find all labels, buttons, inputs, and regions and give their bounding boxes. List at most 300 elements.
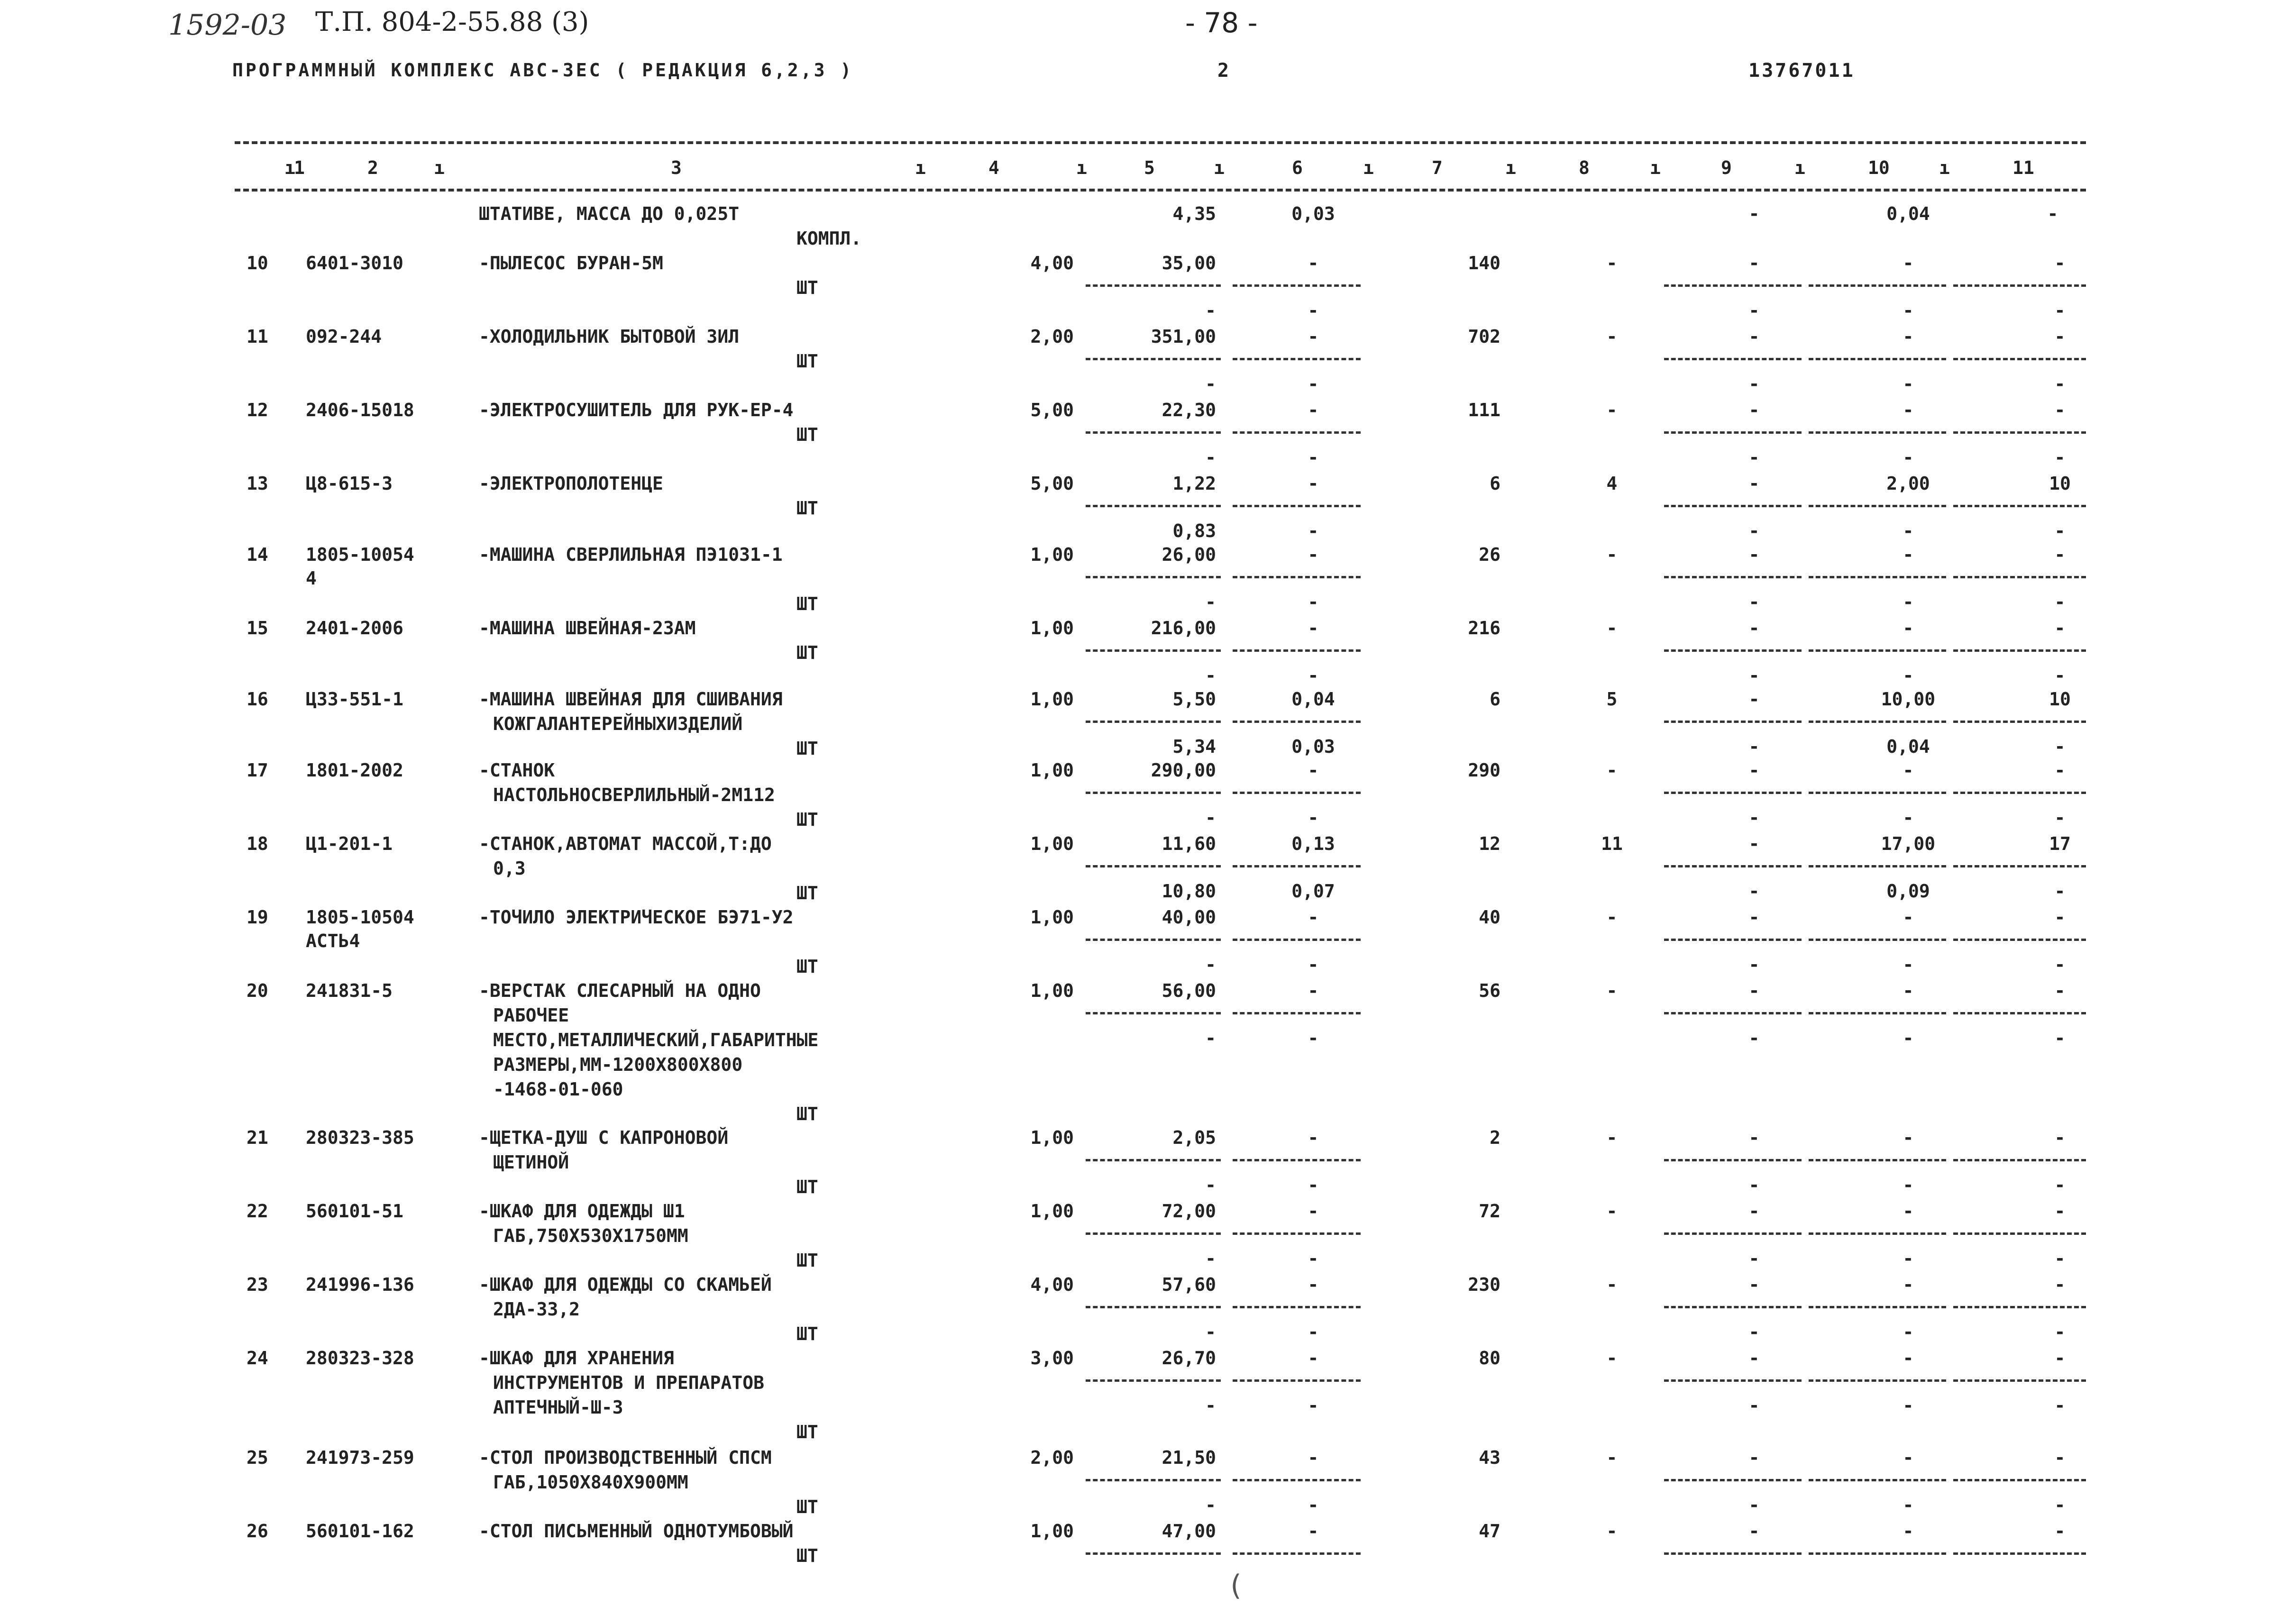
row-sub-c10: - <box>1903 665 1914 686</box>
row-rule-c5 <box>1086 576 1221 578</box>
row-sub-c10: - <box>1903 374 1914 394</box>
row-rule-c9 <box>1664 1306 1802 1308</box>
row-name: ГАБ,1050Х840Х900ММ <box>493 1472 688 1493</box>
row-rule-c10 <box>1809 358 1946 360</box>
row-sub-c9: - <box>1748 1395 1760 1416</box>
row-sub-c6: - <box>1308 520 1319 541</box>
row-sub-c9: - <box>1748 1495 1760 1515</box>
row-rule-c11 <box>1953 1479 2086 1481</box>
column-separator: ı <box>1939 157 1950 178</box>
row-rule-c5 <box>1086 939 1221 941</box>
row-c5: 216,00 <box>1151 618 1216 639</box>
row-sub-c5: - <box>1205 1395 1216 1416</box>
row-sub-c11: - <box>2054 954 2066 975</box>
row-sub-c10: - <box>1903 520 1914 541</box>
row-qty: 2,00 <box>1030 1447 1074 1468</box>
row-name: -СТАНОК,АВТОМАТ МАССОЙ,Т:ДО <box>479 833 772 854</box>
row-qty: 4,00 <box>1030 253 1074 274</box>
row-c6: 0,04 <box>1291 689 1335 710</box>
column-number-9: 9 <box>1721 157 1732 178</box>
row-sub-c6: - <box>1308 807 1319 828</box>
row-c5: 21,50 <box>1162 1447 1216 1468</box>
row-rule-c10 <box>1809 865 1946 867</box>
row-c6: - <box>1308 326 1319 347</box>
row-sub-c6: - <box>1308 1395 1319 1416</box>
column-number-6: 6 <box>1292 157 1303 178</box>
row-sub-c9: - <box>1748 300 1760 321</box>
row-c10: 17,00 <box>1881 833 1936 854</box>
row-rule-c10 <box>1809 1479 1946 1481</box>
row-rule-c6 <box>1233 1012 1361 1014</box>
row-c9: - <box>1748 618 1760 639</box>
row-code: 280323-385 <box>306 1127 414 1148</box>
row-rule-c9 <box>1664 1232 1802 1235</box>
row-name: -1468-01-060 <box>493 1079 623 1100</box>
row-rule-c9 <box>1664 1012 1802 1014</box>
row-rule-c5 <box>1086 1159 1221 1161</box>
row-c11: - <box>2054 1521 2066 1542</box>
row-unit: ШТ <box>796 956 818 977</box>
row-c5: 26,00 <box>1162 544 1216 565</box>
row-rule-c6 <box>1233 431 1361 434</box>
row-rule-c9 <box>1664 576 1802 578</box>
row-rule-c6 <box>1233 284 1361 287</box>
row-rule-c9 <box>1664 284 1802 287</box>
row-sub-c6: - <box>1308 1175 1319 1195</box>
row-sub-c5: - <box>1205 300 1216 321</box>
row-c6: - <box>1308 544 1319 565</box>
column-number-10: 10 <box>1868 157 1890 178</box>
row-qty: 1,00 <box>1030 1521 1074 1542</box>
row-name: -ТОЧИЛО ЭЛЕКТРИЧЕСКОЕ БЭ71-У2 <box>479 907 794 928</box>
pen-mark: ( <box>1227 1569 1244 1602</box>
row-c8: - <box>1606 980 1618 1001</box>
row-name: -МАШИНА ШВЕЙНАЯ-23АМ <box>479 618 696 639</box>
row-c11: - <box>2054 980 2066 1001</box>
row-name: НАСТОЛЬНОСВЕРЛИЛЬНЫЙ-2М112 <box>493 785 775 805</box>
row-number: 14 <box>247 544 268 565</box>
row-rule-c10 <box>1809 284 1946 287</box>
column-number-7: 7 <box>1432 157 1443 178</box>
row-unit: ШТ <box>796 883 818 903</box>
continuation-name: ШТАТИВЕ, МАССА ДО 0,025Т <box>479 203 740 224</box>
row-qty: 1,00 <box>1030 907 1074 928</box>
row-c8: 5 <box>1606 689 1618 710</box>
column-number-8: 8 <box>1579 157 1590 178</box>
row-c7: 2 <box>1490 1127 1500 1148</box>
row-sub-c11: - <box>2054 736 2066 757</box>
row-c9: - <box>1748 1521 1760 1542</box>
handwritten-code: 1592-03 <box>168 9 287 42</box>
row-code: 1805-10504 <box>306 907 414 928</box>
column-number-2: 2 <box>367 157 378 178</box>
row-unit: ШТ <box>796 1545 818 1566</box>
row-c10: - <box>1903 326 1914 347</box>
row-rule-c5 <box>1086 721 1221 723</box>
column-separator: ı <box>1363 157 1374 178</box>
row-sub-c10: - <box>1903 300 1914 321</box>
row-rule-c10 <box>1809 1306 1946 1308</box>
row-c10: - <box>1903 907 1914 928</box>
row-sub-c6: - <box>1308 1028 1319 1049</box>
continuation-c6: 0,03 <box>1291 203 1335 224</box>
row-rule-c6 <box>1233 576 1361 578</box>
row-c9: - <box>1748 400 1760 420</box>
row-c8: - <box>1606 1521 1618 1542</box>
row-sub-c9: - <box>1748 374 1760 394</box>
row-rule-c11 <box>1953 576 2086 578</box>
row-sub-c5: 5,34 <box>1172 736 1216 757</box>
row-number: 13 <box>247 473 268 494</box>
row-name: -ШКАФ ДЛЯ ХРАНЕНИЯ <box>479 1348 674 1369</box>
row-qty: 1,00 <box>1030 1127 1074 1148</box>
row-rule-c11 <box>1953 431 2086 434</box>
row-sub-c11: - <box>2054 447 2066 468</box>
row-sub-c5: - <box>1205 1175 1216 1195</box>
row-number: 22 <box>247 1201 268 1222</box>
row-rule-c9 <box>1664 1159 1802 1161</box>
row-rule-c5 <box>1086 1232 1221 1235</box>
row-name: КОЖГАЛАНТЕРЕЙНЫХИЗДЕЛИЙ <box>493 713 743 734</box>
row-sub-c6: - <box>1308 665 1319 686</box>
row-rule-c10 <box>1809 1159 1946 1161</box>
row-c11: - <box>2054 907 2066 928</box>
row-sub-c5: - <box>1205 374 1216 394</box>
row-rule-c6 <box>1233 1232 1361 1235</box>
row-number: 21 <box>247 1127 268 1148</box>
row-c7: 26 <box>1479 544 1500 565</box>
row-c10: - <box>1903 618 1914 639</box>
row-unit: ШТ <box>796 424 818 445</box>
row-c10: - <box>1903 1127 1914 1148</box>
row-rule-c11 <box>1953 358 2086 360</box>
row-c9: - <box>1748 253 1760 274</box>
row-rule-c11 <box>1953 1159 2086 1161</box>
row-c7: 47 <box>1479 1521 1500 1542</box>
row-c9: - <box>1748 980 1760 1001</box>
row-sub-c5: - <box>1205 665 1216 686</box>
row-c10: - <box>1903 1201 1914 1222</box>
column-separator: ı <box>1650 157 1661 178</box>
row-c6: - <box>1308 1274 1319 1295</box>
row-sub-c10: - <box>1903 954 1914 975</box>
row-qty: 2,00 <box>1030 326 1074 347</box>
row-sub-c6: 0,03 <box>1291 736 1335 757</box>
row-c9: - <box>1748 689 1760 710</box>
row-code: Ц1-201-1 <box>306 833 393 854</box>
row-sub-c6: - <box>1308 1248 1319 1269</box>
row-sub-c5: 10,80 <box>1162 881 1216 902</box>
column-number-4: 4 <box>988 157 999 178</box>
row-rule-c10 <box>1809 576 1946 578</box>
row-sub-c5: - <box>1205 592 1216 612</box>
column-number-3: 3 <box>671 157 682 178</box>
row-qty: 1,00 <box>1030 544 1074 565</box>
row-sub-c9: - <box>1748 1322 1760 1342</box>
row-sub-c11: - <box>2054 1175 2066 1195</box>
row-c5: 40,00 <box>1162 907 1216 928</box>
column-separator: ı <box>284 157 295 178</box>
row-code: 4 <box>306 568 317 589</box>
row-sub-c11: - <box>2054 592 2066 612</box>
row-sub-c11: - <box>2054 300 2066 321</box>
row-c8: 11 <box>1601 833 1623 854</box>
continuation-c11: - <box>2047 203 2058 224</box>
row-rule-c9 <box>1664 1479 1802 1481</box>
row-rule-c11 <box>1953 865 2086 867</box>
row-c6: - <box>1308 1127 1319 1148</box>
row-unit: ШТ <box>796 1323 818 1344</box>
row-c11: - <box>2054 1127 2066 1148</box>
page-number: - 78 - <box>1185 7 1258 39</box>
row-name: 0,3 <box>493 858 526 879</box>
row-unit: ШТ <box>796 1496 818 1517</box>
row-c5: 47,00 <box>1162 1521 1216 1542</box>
row-c6: - <box>1308 400 1319 420</box>
row-c9: - <box>1748 1447 1760 1468</box>
row-c6: - <box>1308 907 1319 928</box>
row-unit: ШТ <box>796 809 818 830</box>
row-unit: ШТ <box>796 1104 818 1124</box>
continuation-unit: КОМПЛ. <box>796 228 862 249</box>
row-qty: 1,00 <box>1030 1201 1074 1222</box>
row-c8: - <box>1606 907 1618 928</box>
row-c7: 140 <box>1468 253 1500 274</box>
row-sub-c6: - <box>1308 1495 1319 1515</box>
row-name: -МАШИНА ШВЕЙНАЯ ДЛЯ СШИВАНИЯ <box>479 689 783 710</box>
column-number-1: 1 <box>294 157 305 178</box>
column-number-11: 11 <box>2012 157 2034 178</box>
row-c6: - <box>1308 1348 1319 1369</box>
row-c10: - <box>1903 253 1914 274</box>
row-rule-c10 <box>1809 1379 1946 1382</box>
row-rule-c11 <box>1953 939 2086 941</box>
row-c11: - <box>2054 618 2066 639</box>
row-unit: ШТ <box>796 498 818 519</box>
row-name: -МАШИНА СВЕРЛИЛЬНАЯ ПЭ1031-1 <box>479 544 783 565</box>
row-name: -СТАНОК <box>479 760 555 781</box>
row-sub-c6: - <box>1308 954 1319 975</box>
row-sub-c11: - <box>2054 1248 2066 1269</box>
row-sub-c5: - <box>1205 807 1216 828</box>
row-c5: 22,30 <box>1162 400 1216 420</box>
row-c11: - <box>2054 326 2066 347</box>
row-c10: - <box>1903 1447 1914 1468</box>
row-c6: - <box>1308 760 1319 781</box>
row-sub-c10: - <box>1903 1175 1914 1195</box>
row-rule-c11 <box>1953 284 2086 287</box>
row-sub-c10: - <box>1903 1248 1914 1269</box>
row-number: 24 <box>247 1348 268 1369</box>
row-rule-c11 <box>1953 792 2086 794</box>
row-c11: - <box>2054 253 2066 274</box>
row-c8: - <box>1606 326 1618 347</box>
row-code: 1801-2002 <box>306 760 403 781</box>
row-c5: 56,00 <box>1162 980 1216 1001</box>
row-c7: 111 <box>1468 400 1500 420</box>
row-sub-c5: - <box>1205 1028 1216 1049</box>
row-unit: ШТ <box>796 1250 818 1271</box>
row-sub-c11: - <box>2054 1495 2066 1515</box>
row-code: 241996-136 <box>306 1274 414 1295</box>
row-number: 16 <box>247 689 268 710</box>
row-c6: - <box>1308 1521 1319 1542</box>
row-rule-c9 <box>1664 792 1802 794</box>
row-c7: 56 <box>1479 980 1500 1001</box>
row-c9: - <box>1748 1127 1760 1148</box>
row-sub-c9: - <box>1748 1028 1760 1049</box>
row-rule-c5 <box>1086 358 1221 360</box>
row-sub-c11: - <box>2054 881 2066 902</box>
row-sub-c11: - <box>2054 1322 2066 1342</box>
row-number: 15 <box>247 618 268 639</box>
row-c8: - <box>1606 1274 1618 1295</box>
row-c7: 230 <box>1468 1274 1500 1295</box>
row-number: 26 <box>247 1521 268 1542</box>
row-qty: 1,00 <box>1030 833 1074 854</box>
row-rule-c10 <box>1809 721 1946 723</box>
row-name: РАЗМЕРЫ,ММ-1200Х800Х800 <box>493 1054 743 1075</box>
row-c6: - <box>1308 980 1319 1001</box>
row-c10: - <box>1903 980 1914 1001</box>
row-c7: 216 <box>1468 618 1500 639</box>
row-number: 17 <box>247 760 268 781</box>
row-code: 560101-51 <box>306 1201 403 1222</box>
row-c11: 10 <box>2049 473 2071 494</box>
row-rule-c10 <box>1809 431 1946 434</box>
row-c10: - <box>1903 1521 1914 1542</box>
row-rule-c9 <box>1664 505 1802 507</box>
row-rule-c6 <box>1233 1306 1361 1308</box>
row-rule-c9 <box>1664 721 1802 723</box>
row-sub-c10: - <box>1903 807 1914 828</box>
row-c11: - <box>2054 1201 2066 1222</box>
row-sub-c9: - <box>1748 592 1760 612</box>
row-sub-c11: - <box>2054 520 2066 541</box>
row-c10: 2,00 <box>1886 473 1930 494</box>
row-c5: 11,60 <box>1162 833 1216 854</box>
row-rule-c5 <box>1086 284 1221 287</box>
row-qty: 1,00 <box>1030 980 1074 1001</box>
row-rule-c9 <box>1664 1379 1802 1382</box>
row-sub-c10: - <box>1903 592 1914 612</box>
column-separator: ı <box>1076 157 1087 178</box>
row-rule-c10 <box>1809 1012 1946 1014</box>
row-sub-c9: - <box>1748 447 1760 468</box>
row-name: АПТЕЧНЫЙ-Ш-3 <box>493 1397 623 1418</box>
row-sub-c10: - <box>1903 447 1914 468</box>
row-c6: - <box>1308 1447 1319 1468</box>
row-c8: - <box>1606 1127 1618 1148</box>
row-rule-c6 <box>1233 358 1361 360</box>
row-rule-c5 <box>1086 865 1221 867</box>
row-c11: - <box>2054 1274 2066 1295</box>
row-sub-c6: - <box>1308 592 1319 612</box>
row-rule-c11 <box>1953 1306 2086 1308</box>
row-qty: 1,00 <box>1030 689 1074 710</box>
row-rule-c10 <box>1809 649 1946 652</box>
row-rule-c6 <box>1233 1479 1361 1481</box>
row-rule-c11 <box>1953 1232 2086 1235</box>
row-c11: - <box>2054 400 2066 420</box>
row-sub-c9: - <box>1748 807 1760 828</box>
row-sub-c11: - <box>2054 807 2066 828</box>
row-sub-c9: - <box>1748 665 1760 686</box>
row-c7: 290 <box>1468 760 1500 781</box>
row-sub-c6: - <box>1308 1322 1319 1342</box>
row-unit: ШТ <box>796 1177 818 1197</box>
row-sub-c10: - <box>1903 1495 1914 1515</box>
row-rule-c6 <box>1233 721 1361 723</box>
row-sub-c6: - <box>1308 447 1319 468</box>
row-rule-c10 <box>1809 505 1946 507</box>
row-name: -СТОЛ ПРОИЗВОДСТВЕННЫЙ СПСМ <box>479 1447 772 1468</box>
row-sub-c5: - <box>1205 954 1216 975</box>
row-qty: 1,00 <box>1030 618 1074 639</box>
row-rule-c6 <box>1233 1159 1361 1161</box>
row-c8: - <box>1606 1447 1618 1468</box>
row-rule-c6 <box>1233 649 1361 652</box>
row-sub-c5: - <box>1205 1495 1216 1515</box>
row-name: ЩЕТИНОЙ <box>493 1152 569 1173</box>
row-rule-c5 <box>1086 1012 1221 1014</box>
row-rule-c10 <box>1809 792 1946 794</box>
row-code: 2406-15018 <box>306 400 414 420</box>
row-sub-c6: 0,07 <box>1291 881 1335 902</box>
row-c10: 10,00 <box>1881 689 1936 710</box>
row-rule-c6 <box>1233 1379 1361 1382</box>
continuation-c5: 4,35 <box>1172 203 1216 224</box>
column-separator: ı <box>1214 157 1225 178</box>
row-rule-c10 <box>1809 1552 1946 1555</box>
row-c10: - <box>1903 1274 1914 1295</box>
row-c7: 72 <box>1479 1201 1500 1222</box>
row-sub-c11: - <box>2054 1395 2066 1416</box>
row-rule-c10 <box>1809 1232 1946 1235</box>
row-number: 23 <box>247 1274 268 1295</box>
row-rule-c9 <box>1664 939 1802 941</box>
row-sub-c11: - <box>2054 374 2066 394</box>
row-unit: ШТ <box>796 351 818 372</box>
row-name: -ПЫЛЕСОС БУРАН-5М <box>479 253 663 274</box>
row-c11: - <box>2054 760 2066 781</box>
row-qty: 4,00 <box>1030 1274 1074 1295</box>
row-qty: 3,00 <box>1030 1348 1074 1369</box>
row-c9: - <box>1748 760 1760 781</box>
row-c5: 35,00 <box>1162 253 1216 274</box>
row-rule-c5 <box>1086 505 1221 507</box>
row-c11: - <box>2054 1447 2066 1468</box>
row-rule-c6 <box>1233 792 1361 794</box>
row-rule-c6 <box>1233 865 1361 867</box>
column-separator: ı <box>1794 157 1805 178</box>
row-c5: 290,00 <box>1151 760 1216 781</box>
row-rule-c5 <box>1086 1306 1221 1308</box>
row-c10: - <box>1903 544 1914 565</box>
row-qty: 1,00 <box>1030 760 1074 781</box>
row-rule-c11 <box>1953 1552 2086 1555</box>
row-name: -ШКАФ ДЛЯ ОДЕЖДЫ Ш1 <box>479 1201 685 1222</box>
column-separator: ı <box>915 157 926 178</box>
row-c6: - <box>1308 1201 1319 1222</box>
row-c8: - <box>1606 1348 1618 1369</box>
row-number: 25 <box>247 1447 268 1468</box>
row-c9: - <box>1748 907 1760 928</box>
row-code: 241831-5 <box>306 980 393 1001</box>
row-name: -СТОЛ ПИСЬМЕННЫЙ ОДНОТУМБОВЫЙ <box>479 1521 794 1542</box>
row-c11: 10 <box>2049 689 2071 710</box>
row-c11: - <box>2054 1348 2066 1369</box>
